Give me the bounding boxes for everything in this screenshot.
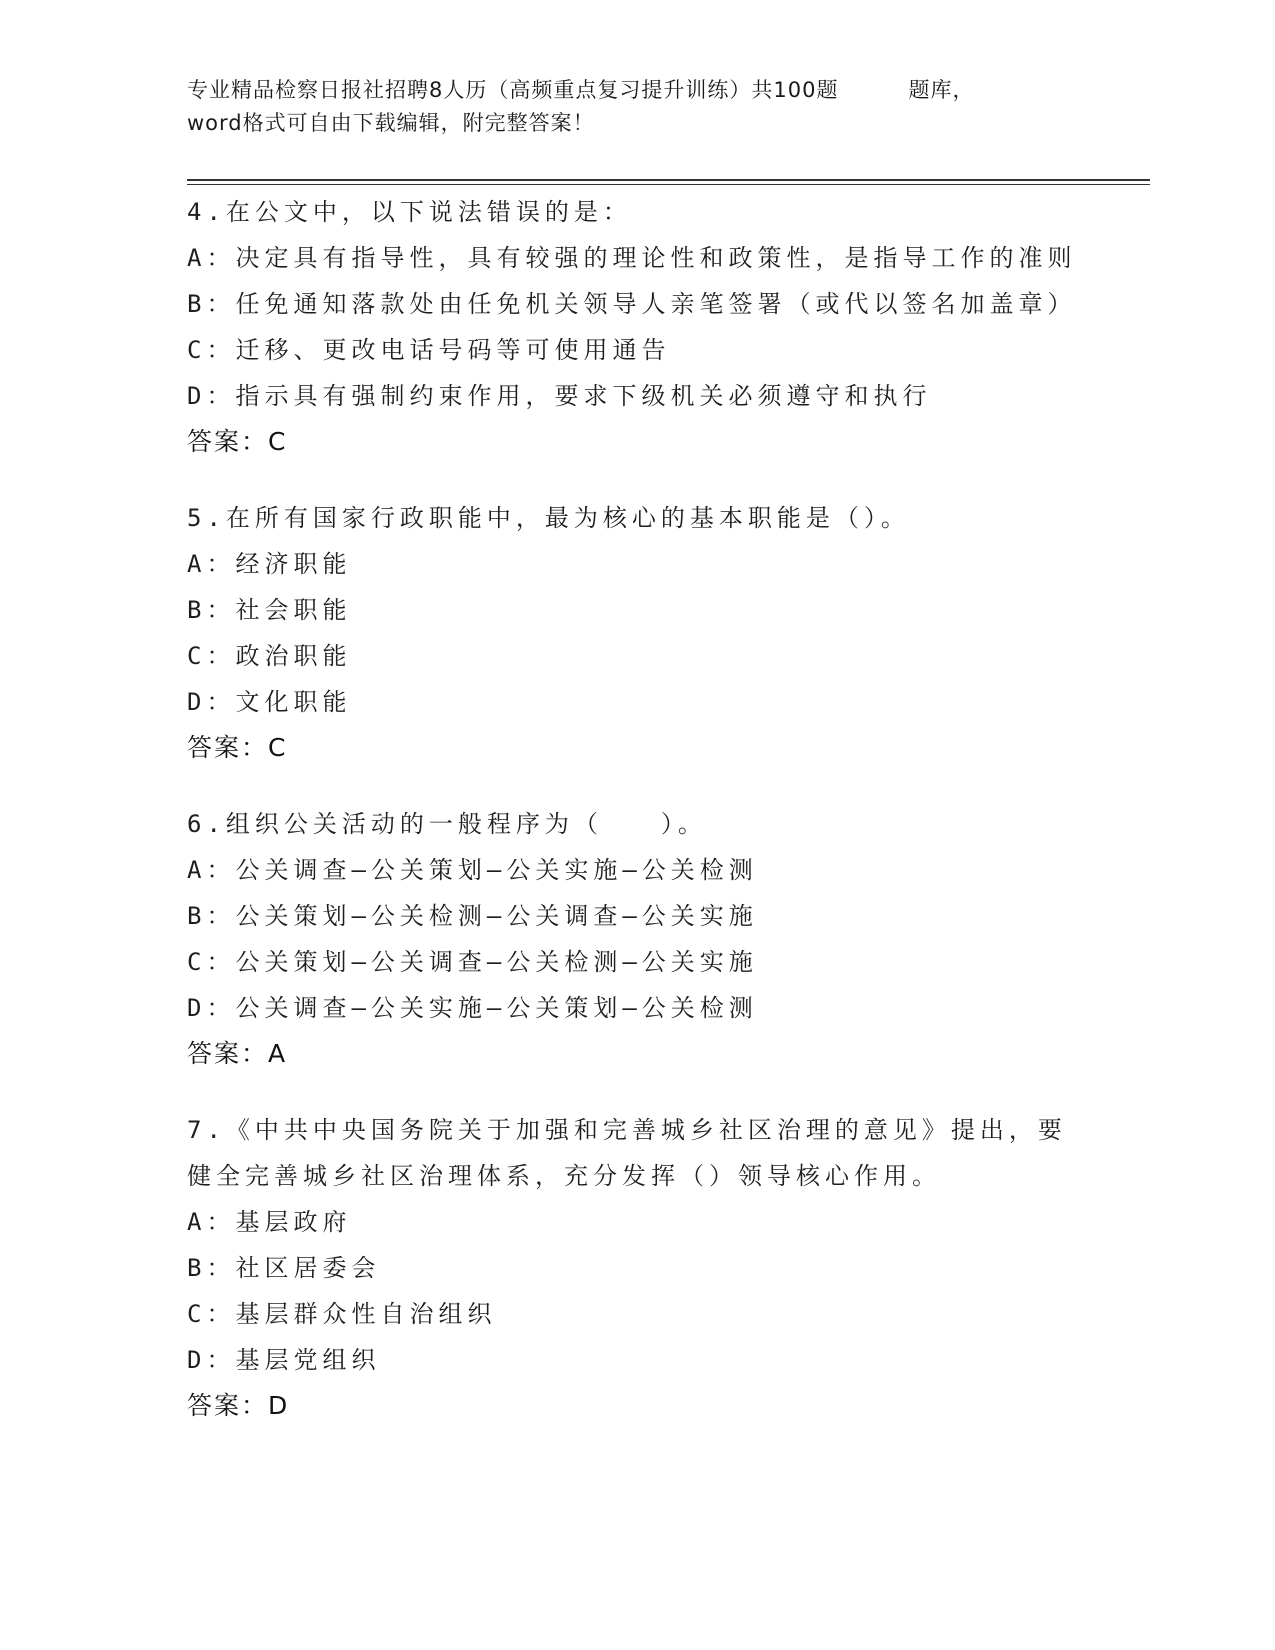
question-option-c: C：基层群众性自治组织 [187,1300,497,1328]
question-answer: 答案：D [187,1391,290,1420]
question-answer: 答案：C [187,733,288,762]
question-stem: 6.组织公关活动的一般程序为（ ）。 [187,810,707,838]
header-line-2: word格式可自由下载编辑，附完整答案！ [187,111,595,135]
question-option-a: A：决定具有指导性，具有较强的理论性和政策性，是指导工作的准则 [187,244,1077,272]
question-option-b: B：任免通知落款处由任免机关领导人亲笔签署（或代以签名加盖章） [187,290,1077,318]
question-list [187,189,1087,1459]
question-option-a: A：公关调查—公关策划—公关实施—公关检测 [187,856,758,884]
question-option-d: D：指示具有强制约束作用，要求下级机关必须遵守和执行 [187,382,932,410]
header-divider-thick [187,179,1150,181]
question-stem: 5.在所有国家行政职能中，最为核心的基本职能是（）。 [187,504,910,532]
question-option-a: A：基层政府 [187,1208,352,1236]
question-option-c: C：政治职能 [187,642,352,670]
question-option-b: B：公关策划—公关检测—公关调查—公关实施 [187,902,758,930]
question-option-a: A：经济职能 [187,550,352,578]
document-header [187,74,1087,140]
header-title: 专业精品检察日报社招聘8人历（高频重点复习提升训练）共100题 [187,78,839,102]
question-stem-continued: 健全完善城乡社区治理体系，充分发挥（）领导核心作用。 [187,1162,941,1190]
question-item [187,189,1087,465]
question-item [187,495,1087,771]
header-title-tail: 题库， [908,78,975,102]
question-option-c: C：公关策划—公关调查—公关检测—公关实施 [187,948,758,976]
header-divider-thin [187,184,1150,185]
question-option-d: D：文化职能 [187,688,352,716]
question-stem: 7.《中共中央国务院关于加强和完善城乡社区治理的意见》提出，要 [187,1116,1067,1144]
question-item [187,1107,1087,1429]
question-option-d: D：基层党组织 [187,1346,381,1374]
question-item [187,801,1087,1077]
question-option-d: D：公关调查—公关实施—公关策划—公关检测 [187,994,758,1022]
question-stem: 4.在公文中，以下说法错误的是： [187,198,632,226]
question-option-b: B：社会职能 [187,596,352,624]
question-answer: 答案：C [187,427,288,456]
header-line-1 [187,74,1087,107]
question-option-b: B：社区居委会 [187,1254,381,1282]
question-option-c: C：迁移、更改电话号码等可使用通告 [187,336,671,364]
question-answer: 答案：A [187,1039,288,1068]
